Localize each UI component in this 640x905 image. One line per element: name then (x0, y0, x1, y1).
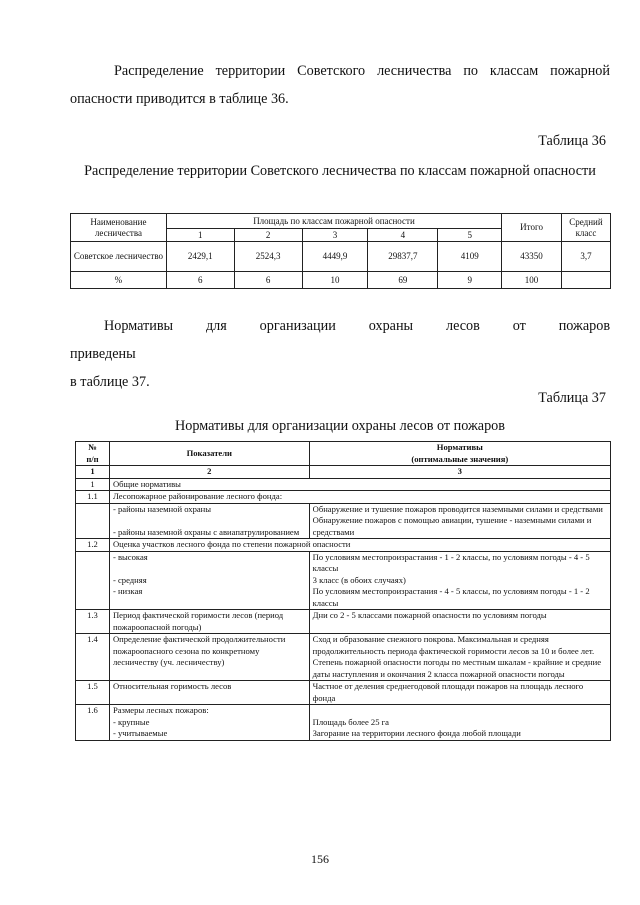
t37-norm: Сход и образование снежного покрова. Максимальная и средняя продолжительность периода фактической горимости лесов за 10 и более лет. Степень пожарной опасности погоды по местным шкалам - крайние и средние даты наступления и окончания 2 класса пожарной опасности погоды (309, 634, 610, 681)
t37-norm: Частное от деления среднегодовой площади пожаров на площадь лесного фонда (309, 681, 610, 705)
t37-row-num: 1.5 (76, 681, 110, 705)
t36-header-class: 1 (166, 229, 234, 242)
t37-col-index: 2 (109, 466, 309, 479)
t37-row-num: 1.6 (76, 705, 110, 741)
table-row (71, 272, 611, 289)
t37-row-num: 1.1 (76, 491, 110, 504)
t37-norm: По условиям местопроизрастания - 1 - 2 классы, по условиям погоды - 4 - 5 классы 3 класс (в обоих случаях) По условиям местопроизрастания - 4 - 5 классы, по условиям погоды - 1 - 2 классы (309, 551, 610, 610)
t37-norm: Обнаружение и тушение пожаров проводится наземными силами и средствами Обнаружение пожаров с помощью авиации, тушение - наземными силами и средствами (309, 503, 610, 539)
t37-indicator: - высокая - средняя - низкая (109, 551, 309, 610)
t36-cell-avg: 3,7 (561, 242, 610, 272)
t36-header-class: 2 (234, 229, 302, 242)
p2-word: для (205, 318, 227, 334)
t37-row-num (76, 503, 110, 539)
t37-indicator: Размеры лесных пожаров: - крупные - учитываемые (109, 705, 309, 741)
intro-paragraph: Распределение территории Советского лесничества по классам пожарной опасности приводится в таблице 36. (70, 63, 610, 107)
p2-line2: в таблице 37. (70, 374, 150, 390)
t36-header-area-group: Площадь по классам пожарной опасности (166, 214, 501, 229)
t37-header-norms: Нормативы (оптимальные значения) (309, 442, 610, 466)
t36-header-total: Итого (502, 214, 562, 242)
p2-word: организации (259, 318, 336, 334)
t37-header-num: № п/п (76, 442, 110, 466)
table-row (76, 466, 611, 479)
table-row (76, 681, 611, 705)
p2-word: лесов (445, 318, 480, 334)
t37-section-title: Оценка участков лесного фонда по степени пожарной опасности (109, 539, 610, 552)
t36-cell-total: 100 (502, 272, 562, 289)
paragraph-2 (70, 312, 610, 396)
table-37-label: Таблица 37 (538, 390, 606, 406)
table-row (76, 539, 611, 552)
t36-cell: 2524,3 (234, 242, 302, 272)
t37-col-index: 1 (76, 466, 110, 479)
t37-row-num (76, 551, 110, 610)
table-row (76, 442, 611, 466)
t36-cell: 2429,1 (166, 242, 234, 272)
p2-word: охраны (368, 318, 414, 334)
p2-word: пожаров (558, 318, 611, 334)
table-36-title: Распределение территории Советского лесничества по классам пожарной опасности (84, 163, 596, 179)
table-37 (75, 441, 611, 741)
t37-section-title: Общие нормативы (109, 478, 610, 491)
t37-row-num: 1 (76, 478, 110, 491)
t37-row-num: 1.4 (76, 634, 110, 681)
t36-header-class: 5 (438, 229, 502, 242)
t36-cell: 4109 (438, 242, 502, 272)
t36-cell: 6 (234, 272, 302, 289)
page-number: 156 (311, 852, 329, 866)
t36-cell: 10 (302, 272, 368, 289)
table-36 (70, 213, 611, 289)
t36-row-name: % (71, 272, 167, 289)
t36-cell: 9 (438, 272, 502, 289)
t37-header-indicators: Показатели (109, 442, 309, 466)
table-row (76, 551, 611, 610)
table-37-title: Нормативы для организации охраны лесов от пожаров (175, 418, 505, 434)
t36-cell-avg (561, 272, 610, 289)
t37-col-index: 3 (309, 466, 610, 479)
t36-header-avg-class: Средний класс (561, 214, 610, 242)
table-row (71, 242, 611, 272)
t36-header-name: Наименование лесничества (71, 214, 167, 242)
t37-indicator: Период фактической горимости лесов (период пожароопасной погоды) (109, 610, 309, 634)
t36-header-class: 3 (302, 229, 368, 242)
t36-cell: 69 (368, 272, 438, 289)
table-row (76, 491, 611, 504)
table-row (76, 705, 611, 741)
t36-cell: 29837,7 (368, 242, 438, 272)
t37-norm: Дни со 2 - 5 классами пожарной опасности по условиям погоды (309, 610, 610, 634)
table-36-label: Таблица 36 (538, 133, 606, 149)
t37-section-title: Лесопожарное районирование лесного фонда: (109, 491, 610, 504)
table-row (76, 478, 611, 491)
t36-cell-total: 43350 (502, 242, 562, 272)
t37-indicator: - районы наземной охраны - районы наземной охраны с авиапатрулированием (109, 503, 309, 539)
t36-cell: 6 (166, 272, 234, 289)
t36-row-name: Советское лесничество (71, 242, 167, 272)
p2-word: приведены (70, 346, 136, 362)
t36-cell: 4449,9 (302, 242, 368, 272)
t37-indicator: Относительная горимость лесов (109, 681, 309, 705)
t37-row-num: 1.3 (76, 610, 110, 634)
table-row (76, 503, 611, 539)
p2-word: от (512, 318, 526, 334)
table-row (76, 610, 611, 634)
p2-word: Нормативы (104, 318, 174, 334)
t36-header-class: 4 (368, 229, 438, 242)
t37-indicator: Определение фактической продолжительности пожароопасного сезона по конкретному лесничеству (уч. лесничеству) (109, 634, 309, 681)
t37-row-num: 1.2 (76, 539, 110, 552)
table-row (76, 634, 611, 681)
t37-norm: Площадь более 25 га Загорание на территории лесного фонда любой площади (309, 705, 610, 741)
